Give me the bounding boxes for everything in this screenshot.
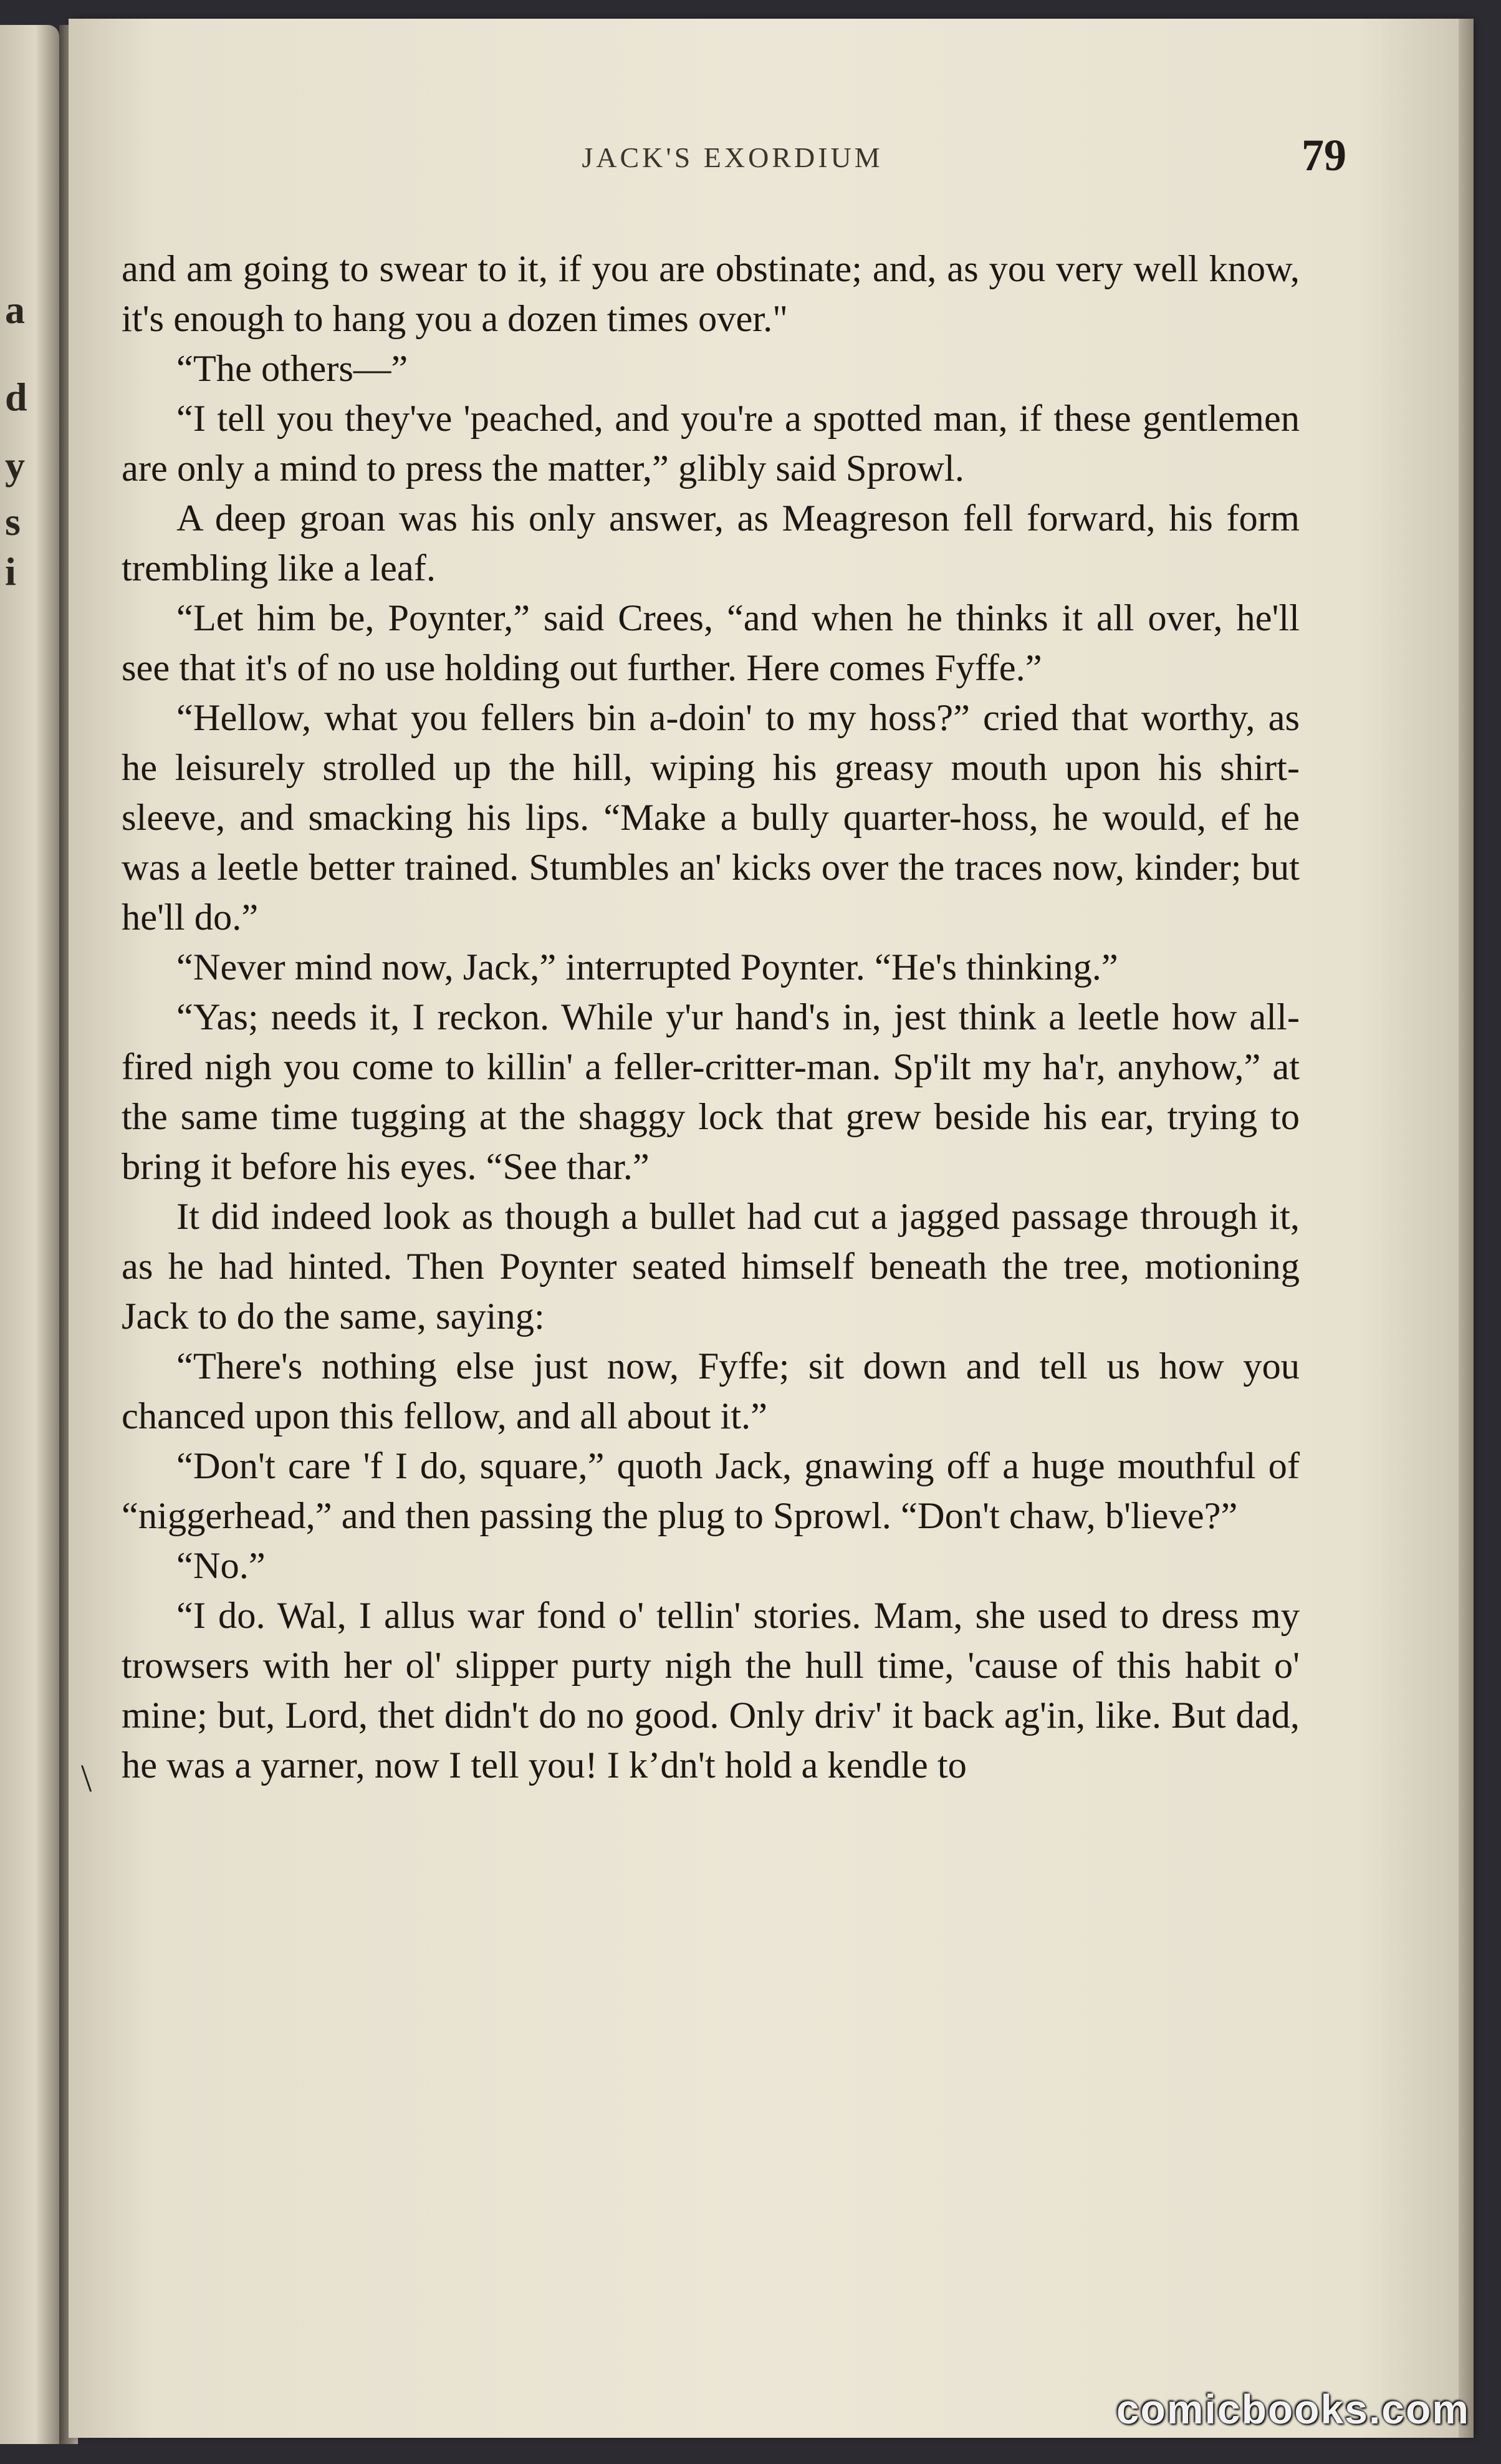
paragraph: “Let him be, Poynter,” said Crees, “and when he thinks it all over, he'll see that it's of no use holding out further. Here comes Fyffe.” xyxy=(122,597,1300,689)
paragraph: “There's nothing else just now, Fyffe; sit down and tell us how you chanced upon this fellow, and all about it.” xyxy=(122,1345,1300,1437)
previous-page-fragment: y xyxy=(5,443,25,488)
watermark: comicbooks.com xyxy=(1116,2386,1470,2432)
paragraph: and am going to swear to it, if you are obstinate; and, as you very well know, it's enough to hang you a dozen times over." xyxy=(122,248,1300,340)
previous-page-fragment: s xyxy=(5,499,21,544)
paragraph: “Hellow, what you fellers bin a-doin' to my hoss?” cried that worthy, as he leisurely strolled up the hill, wiping his greasy mouth upon his shirt-sleeve, and smacking his lips. “Make a bully quarter-hoss, he would, ef he was a leetle better trained. Stumbles an' kicks over the traces now, kinder; but he'll do.” xyxy=(122,697,1300,938)
paragraph: “I do. Wal, I allus war fond o' tellin' stories. Mam, she used to dress my trowsers with her ol' slipper purty nigh the hull time, 'cause of this habit o' mine; but, Lord, thet didn't do no good. Only driv' it back ag'in, like. But dad, he was a yarner, now I tell you! I k’dn't hold a kendle to xyxy=(122,1595,1300,1786)
previous-page-fragment: i xyxy=(5,549,16,594)
page-text xyxy=(122,244,1300,1791)
previous-page-edge xyxy=(0,25,59,2444)
previous-page-fragment: d xyxy=(5,375,27,419)
previous-page-fragment: a xyxy=(5,287,25,332)
paragraph: “The others—” xyxy=(176,348,408,390)
paragraph: “I tell you they've 'peached, and you're a spotted man, if these gentlemen are only a mind to press the matter,” glibly said Sprowl. xyxy=(122,398,1300,489)
paragraph: “Don't care 'f I do, square,” quoth Jack, gnawing off a huge mouthful of “niggerhead,” and then passing the plug to Sprowl. “Don't chaw, b'lieve?” xyxy=(122,1445,1300,1537)
paragraph: “Yas; needs it, I reckon. While y'ur hand's in, jest think a leetle how all-fired nigh you come to killin' a feller-critter-man. Sp'ilt my ha'r, anyhow,” at the same time tugging at the shaggy lock that grew beside his ear, trying to bring it before his eyes. “See thar.” xyxy=(122,996,1300,1188)
paragraph: “Never mind now, Jack,” interrupted Poynter. “He's thinking.” xyxy=(176,946,1118,988)
running-title: JACK'S EXORDIUM xyxy=(582,142,883,173)
margin-mark: \ xyxy=(81,1758,92,1800)
page-edge xyxy=(1459,19,1474,2438)
running-head xyxy=(69,130,1471,191)
paragraph: A deep groan was his only answer, as Meagreson fell forward, his form trembling like a leaf. xyxy=(122,498,1300,589)
page-number: 79 xyxy=(1302,130,1346,180)
paragraph: It did indeed look as though a bullet had cut a jagged passage through it, as he had hinted. Then Poynter seated himself beneath the tree, motioning Jack to do the same, saying: xyxy=(122,1196,1300,1337)
paragraph: “No.” xyxy=(176,1545,266,1587)
